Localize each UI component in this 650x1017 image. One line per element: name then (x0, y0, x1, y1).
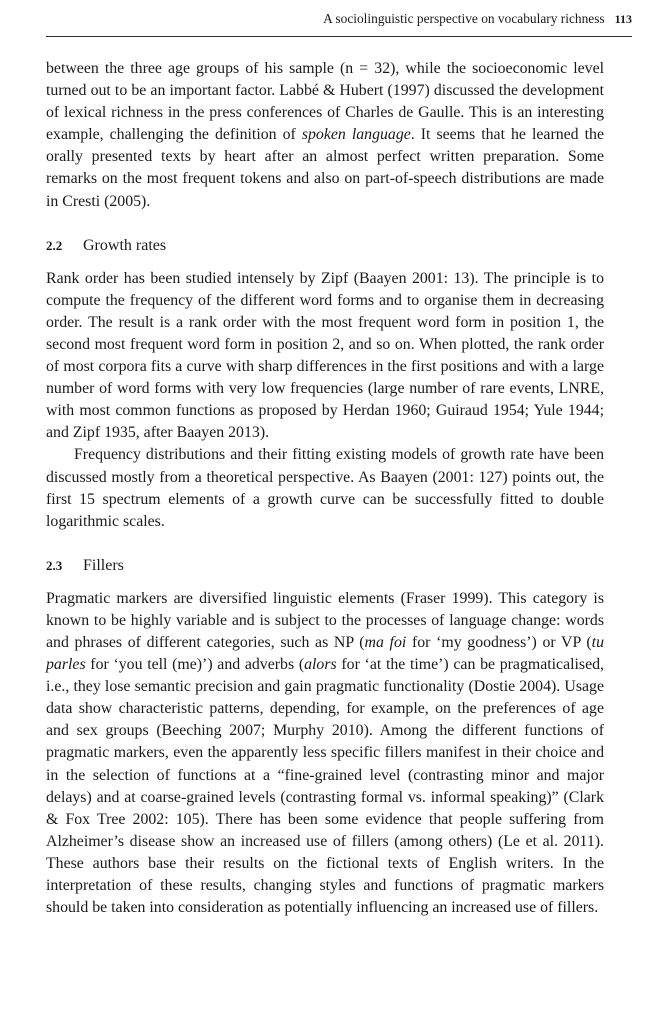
running-head (46, 11, 632, 27)
section-heading-2-3 (46, 555, 604, 577)
section-title: Growth rates (83, 236, 167, 254)
running-title: A sociolinguistic perspective on vocabulary richness (323, 11, 605, 26)
paragraph: Pragmatic markers are diversified linguistic elements (Fraser 1999). This category is known to be highly variable and is subject to the processes of language change: words and phrases of different categories, such as NP (ma foi for ‘my goodness’) or VP (tu parles for ‘you tell (me)’) and adverbs (alors for ‘at the time’) can be pragmaticalised, i.e., they lose semantic precision and gain pragmatic functionality (Dostie 2004). Usage data show characteristic patterns, depending, for example, on the preferences of age and sex groups (Beeching 2007; Murphy 2010). Among the different functions of pragmatic markers, even the apparently less specific fillers manifest in their choice and in the selection of functions at a “fine-grained level (contrasting minor and major delays) and at coarse-grained levels (contrasting formal vs. informal speaking)” (Clark & Fox Tree 2002: 105). There has been some evidence that people suffering from Alzheimer’s disease show an increased use of fillers (among others) (Le et al. 2011). These authors base their results on the fictional texts of English writers. In the interpretation of these results, changing styles and functions of pragmatic markers should be taken into consideration as potentially influencing an increased use of fillers. (46, 589, 604, 917)
italic-term: tu parles (46, 633, 604, 674)
italic-term: spoken language (301, 126, 411, 144)
section-heading-2-2 (46, 235, 604, 257)
section-number: 2.3 (46, 557, 63, 573)
section-number: 2.2 (46, 237, 63, 253)
italic-term: alors (304, 656, 337, 674)
section-title: Fillers (83, 556, 124, 574)
body-text (46, 58, 604, 919)
italic-term: ma foi (364, 633, 407, 651)
paragraph: Rank order has been studied intensely by Zipf (Baayen 2001: 13). The principle is to compute the frequency of the different word forms and to organise them in decreasing order. The result is a rank order with the most frequent word form in position 1, the second most frequent word form in position 2, and so on. When plotted, the rank order of most corpora fits a curve with sharp differences in the first positions and with a large number of word forms with very low frequencies (large number of rare events, LNRE, with most common functions as proposed by Herdan 1960; Guiraud 1954; Yule 1944; and Zipf 1935, after Baayen 2013). (46, 269, 604, 442)
paragraph: between the three age groups of his sample (n = 32), while the socioeconomic level turned out to be an important factor. Labbé & Hubert (1997) discussed the development of lexical richness in the press conferences of Charles de Gaulle. This is an interesting example, challenging the definition of spoken language. It seems that he learned the orally presented texts by heart after an almost perfect written preparation. Some remarks on the most frequent tokens and also on part-of-speech distributions are made in Cresti (2005). (46, 60, 604, 210)
page-number: 113 (614, 12, 632, 26)
header-rule (46, 36, 632, 37)
paragraph: Frequency distributions and their fitting existing models of growth rate have been discussed mostly from a theoretical perspective. As Baayen (2001: 127) points out, the first 15 spectrum elements of a growth curve can be successfully fitted to double logarithmic scales. (46, 446, 604, 530)
